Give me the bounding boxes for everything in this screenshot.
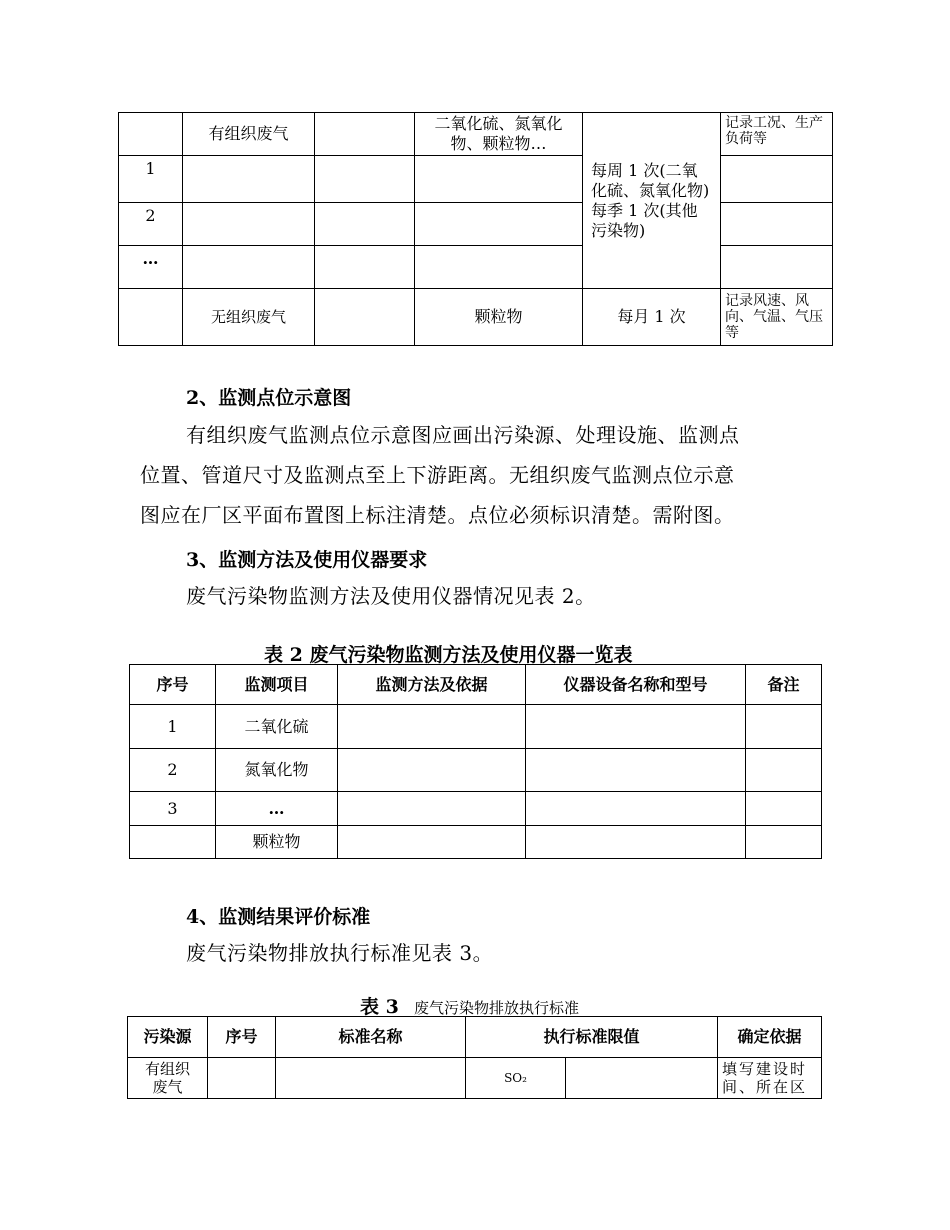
table2-header: 备注 [746,665,822,705]
table2-header: 监测项目 [216,665,338,705]
table1-row-index: 2 [119,203,183,246]
table1-cell [415,156,583,203]
section2-line: 位置、管道尺寸及监测点至上下游距离。无组织废气监测点位示意 [140,463,735,487]
monitoring-method-table [129,664,822,859]
table1-bottom-note: 记录风速、风向、气温、气压等 [721,289,833,346]
emission-standard-table [127,1016,822,1099]
section4-heading: 4、监测结果评价标准 [186,906,371,928]
table1-cell [315,246,415,289]
table3-limit-item: SO₂ [466,1058,566,1099]
table3-caption [360,992,579,1019]
table3-header: 序号 [208,1017,276,1058]
table2-cell [338,705,526,749]
table1-row-index: 1 [119,156,183,203]
table2-cell [746,705,822,749]
table1-header-type: 有组织废气 [183,113,315,156]
table2-cell [526,792,746,826]
table3-header: 确定依据 [718,1017,822,1058]
table1-cell [183,246,315,289]
table2-item: … [216,792,338,826]
table2-cell [338,749,526,792]
table3-header: 污染源 [128,1017,208,1058]
table1-bottom-frequency: 每月 1 次 [583,289,721,346]
table2-item: 颗粒物 [216,826,338,859]
table3-cell [566,1058,718,1099]
table1-cell [315,203,415,246]
table2-header: 序号 [130,665,216,705]
table2-caption: 表 2 废气污染物监测方法及使用仪器一览表 [264,644,633,666]
table1-cell [415,203,583,246]
table2-cell [526,826,746,859]
table1-cell [119,113,183,156]
table3-cell [276,1058,466,1099]
section3-heading: 3、监测方法及使用仪器要求 [186,549,428,571]
table1-note-top: 记录工况、生产负荷等 [721,113,833,156]
section4-paragraph: 废气污染物排放执行标准见表 3。 [186,941,494,965]
table2-item: 二氧化硫 [216,705,338,749]
table1-cell [183,203,315,246]
table1-bottom-type: 无组织废气 [183,289,315,346]
table1-bottom-pollutant: 颗粒物 [415,289,583,346]
table1-cell [721,203,833,246]
table3-caption-label: 表 3 [360,996,399,1018]
table1-frequency: 每周 1 次(二氧化硫、氮氧化物) 每季 1 次(其他污染物) [583,113,721,289]
section2-heading: 2、监测点位示意图 [186,387,352,409]
table3-cell [208,1058,276,1099]
table2-cell [746,749,822,792]
table2-cell [746,792,822,826]
table2-index: 3 [130,792,216,826]
table2-header: 仪器设备名称和型号 [526,665,746,705]
section3-paragraph: 废气污染物监测方法及使用仪器情况见表 2。 [186,584,596,608]
table3-header: 标准名称 [276,1017,466,1058]
table2-cell [746,826,822,859]
table1-cell [721,246,833,289]
table1-cell [315,289,415,346]
table2-cell [338,792,526,826]
table1-cell [315,113,415,156]
table2-cell [338,826,526,859]
table1-cell [415,246,583,289]
section2-line: 图应在厂区平面布置图上标注清楚。点位必须标识清楚。需附图。 [140,503,735,527]
table1-cell [119,289,183,346]
table2-index [130,826,216,859]
table3-header: 执行标准限值 [466,1017,718,1058]
table1-cell [315,156,415,203]
table1-row-index: … [119,246,183,289]
section2-line: 有组织废气监测点位示意图应画出污染源、处理设施、监测点 [186,423,740,447]
table3-basis: 填写建设时间、所在区 [718,1058,822,1099]
table1-header-pollutants: 二氧化硫、氮氧化物、颗粒物… [415,113,583,156]
table1-cell [183,156,315,203]
table2-cell [526,705,746,749]
table3-source: 有组织废气 [128,1058,208,1099]
table2-index: 2 [130,749,216,792]
table2-item: 氮氧化物 [216,749,338,792]
monitoring-plan-table [118,112,833,346]
table2-cell [526,749,746,792]
table2-index: 1 [130,705,216,749]
table2-header: 监测方法及依据 [338,665,526,705]
section2-paragraph [140,415,740,535]
table1-cell [721,156,833,203]
table3-caption-title: 废气污染物排放执行标准 [413,999,579,1017]
